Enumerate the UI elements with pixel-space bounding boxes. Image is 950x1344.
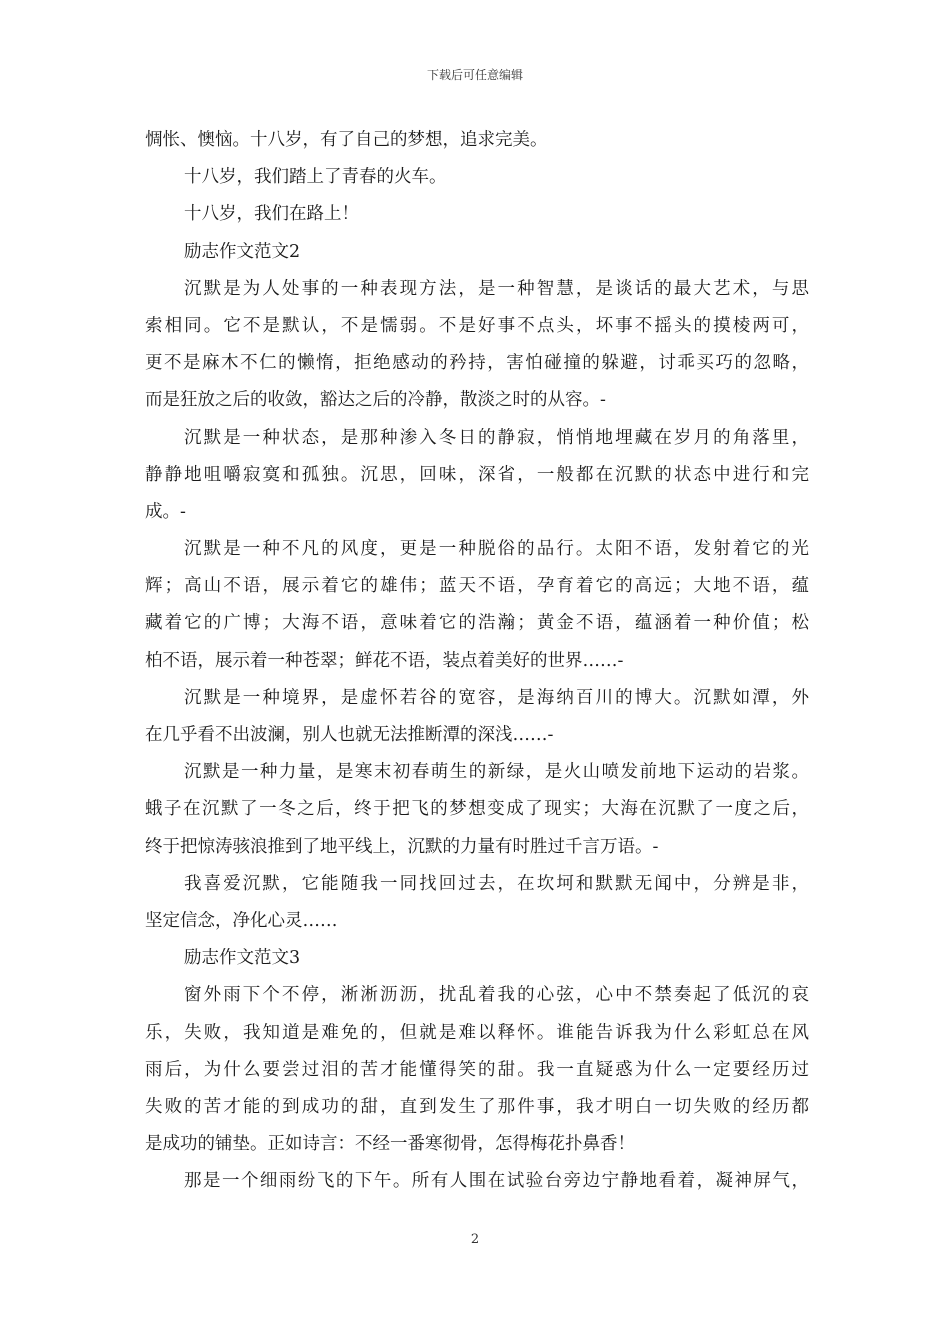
text-line: 终于把惊涛骇浪推到了地平线上，沉默的力量有时胜过千言万语。- [145, 836, 659, 857]
text-line: 十八岁，我们在路上！ [184, 204, 359, 225]
text-line: 窗外雨下个不停，淅淅沥沥，扰乱着我的心弦，心中不禁奏起了低沉的哀 [184, 985, 809, 1006]
text-line: 是成功的铺垫。正如诗言：不经一番寒彻骨，怎得梅花扑鼻香！ [145, 1134, 635, 1155]
text-line: 雨后，为什么要尝过泪的苦才能懂得笑的甜。我一直疑惑为什么一定要经历过 [145, 1059, 809, 1080]
document-body [145, 122, 809, 1200]
text-line: 乐，失败，我知道是难免的，但就是难以释怀。谁能告诉我为什么彩虹总在风 [145, 1022, 809, 1043]
text-line: 失败的苦才能的到成功的甜，直到发生了那件事，我才明白一切失败的经历都 [145, 1096, 809, 1117]
text-line: 柏不语，展示着一种苍翠；鲜花不语，装点着美好的世界……- [145, 650, 624, 671]
page-number: 2 [470, 1232, 480, 1247]
text-line: 我喜爱沉默，它能随我一同找回过去，在坎坷和默默无闻中，分辨是非， [184, 873, 809, 894]
text-line: 沉默是一种状态，是那种渗入冬日的静寂，悄悄地埋藏在岁月的角落里， [184, 427, 809, 448]
text-line: 辉；高山不语，展示着它的雄伟；蓝天不语，孕育着它的高远；大地不语，蕴 [145, 576, 809, 597]
text-line: 在几乎看不出波澜，别人也就无法推断潭的深浅……- [145, 725, 554, 745]
text-line: 而是狂放之后的收敛，豁达之后的冷静，散淡之时的从容。- [145, 390, 606, 411]
page-header: 下载后可任意编辑 [426, 68, 523, 82]
text-line: 那是一个细雨纷飞的下午。所有人围在试验台旁边宁静地看着，凝神屏气， [184, 1171, 809, 1192]
text-line: 索相同。它不是默认，不是懦弱。不是好事不点头，坏事不摇头的摸棱两可， [145, 315, 809, 336]
text-line: 沉默是为人处事的一种表现方法，是一种智慧，是谈话的最大艺术，与思 [184, 278, 809, 299]
text-line: 蛾子在沉默了一冬之后，终于把飞的梦想变成了现实；大海在沉默了一度之后， [145, 799, 809, 820]
text-line: 励志作文范文3 [184, 948, 301, 969]
text-line: 成。- [145, 501, 186, 522]
text-line: 沉默是一种境界，是虚怀若谷的宽容，是海纳百川的博大。沉默如潭，外 [184, 687, 809, 708]
text-line: 励志作文范文2 [184, 241, 301, 262]
text-line: 沉默是一种不凡的风度，更是一种脱俗的品行。太阳不语，发射着它的光 [184, 539, 809, 560]
text-line: 更不是麻木不仁的懒惰，拒绝感动的矜持，害怕碰撞的躲避，讨乖买巧的忽略， [145, 353, 809, 374]
text-line: 沉默是一种力量，是寒末初春萌生的新绿，是火山喷发前地下运动的岩浆。 [184, 762, 809, 783]
text-line: 静静地咀嚼寂寞和孤独。沉思，回味，深省，一般都在沉默的状态中进行和完 [145, 464, 809, 485]
text-line: 坚定信念，净化心灵…… [145, 910, 338, 931]
text-line: 藏着它的广博；大海不语，意味着它的浩瀚；黄金不语，蕴涵着一种价值；松 [145, 613, 809, 634]
text-line: 十八岁，我们踏上了青春的火车。 [184, 167, 447, 188]
text-line: 惆怅、懊恼。十八岁，有了自己的梦想，追求完美。 [145, 130, 548, 150]
